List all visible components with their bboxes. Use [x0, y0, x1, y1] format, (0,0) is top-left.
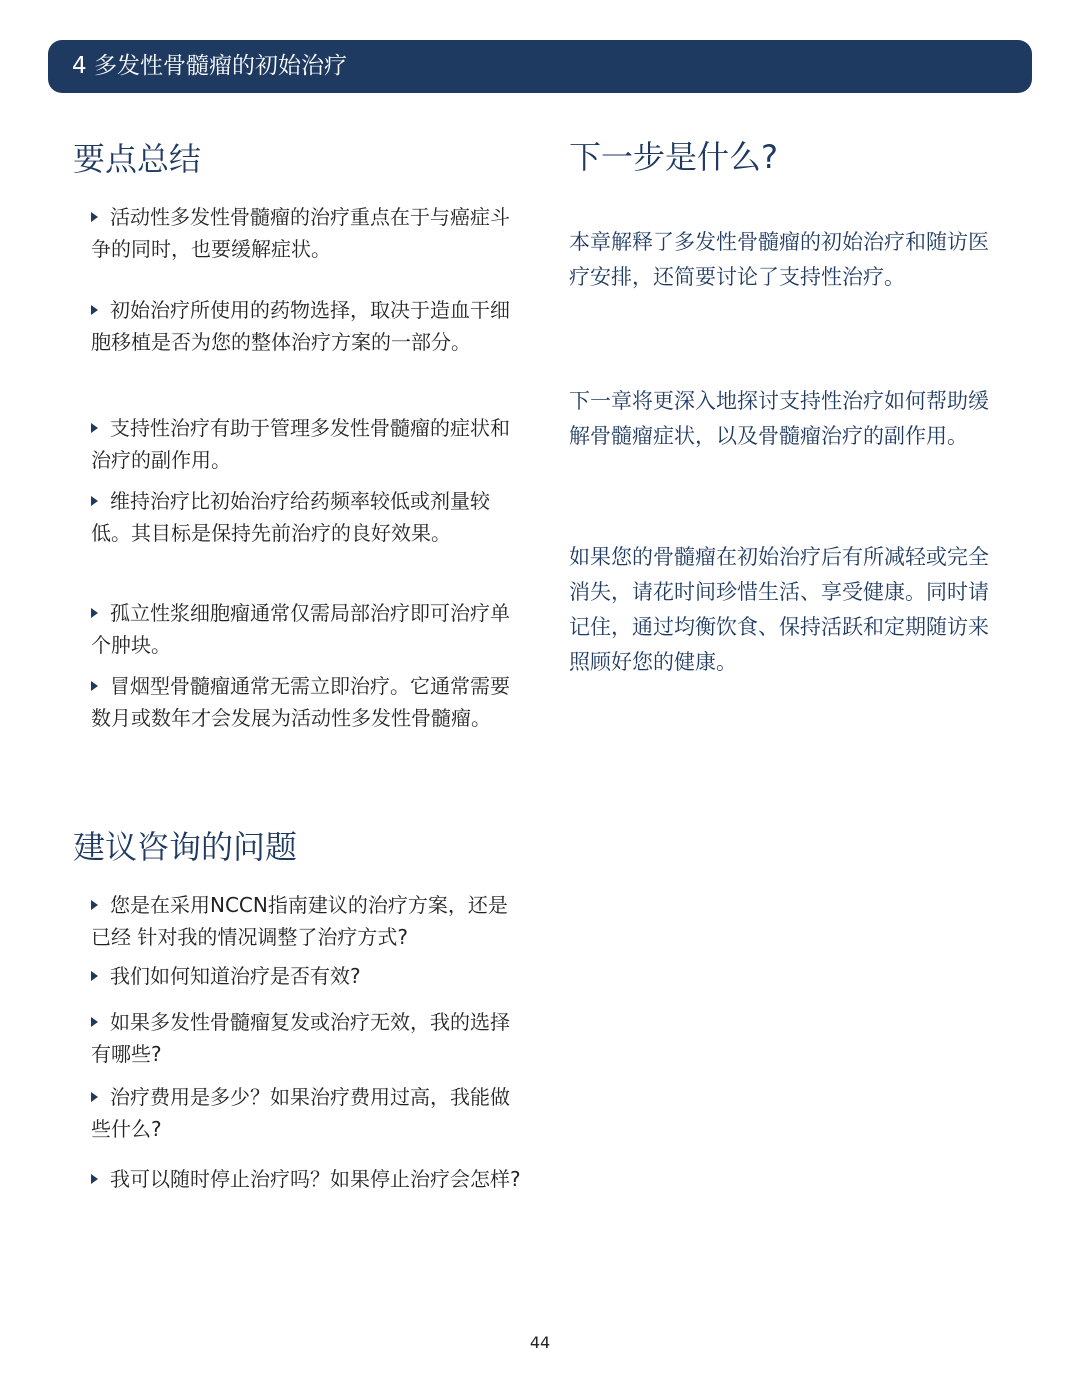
next-paragraph: 下一章将更深入地探讨支持性治疗如何帮助缓解骨髓瘤症状，以及骨髓瘤治疗的副作用。	[569, 389, 989, 448]
bullet-arrow-icon	[91, 971, 98, 981]
bullet-arrow-icon	[91, 1092, 98, 1102]
next-paragraph: 本章解释了多发性骨髓瘤的初始治疗和随访医疗安排，还简要讨论了支持性治疗。	[569, 230, 989, 289]
bullet-arrow-icon	[91, 681, 98, 691]
bullet-arrow-icon	[91, 212, 98, 222]
bullet-arrow-icon	[91, 496, 98, 506]
chapter-header-bar	[48, 40, 1032, 93]
bullet-arrow-icon	[91, 305, 98, 315]
question-item: 我们如何知道治疗是否有效?	[91, 960, 521, 992]
summary-item: 活动性多发性骨髓瘤的治疗重点在于与癌症斗争的同时，也要缓解症状。	[91, 205, 510, 261]
question-item: 治疗费用是多少？如果治疗费用过高，我能做些什么?	[91, 1085, 510, 1141]
bullet-arrow-icon	[91, 1174, 98, 1184]
bullet-arrow-icon	[91, 608, 98, 618]
question-item: 我可以随时停止治疗吗？如果停止治疗会怎样?	[91, 1163, 521, 1195]
next-heading: 下一步是什么?	[569, 138, 778, 176]
questions-heading: 建议咨询的问题	[73, 828, 298, 866]
question-item: 您是在采用NCCN指南建议的治疗方案，还是已经 针对我的情况调整了治疗方式?	[91, 893, 508, 949]
summary-item: 支持性治疗有助于管理多发性骨髓瘤的症状和治疗的副作用。	[91, 416, 510, 472]
bullet-arrow-icon	[91, 900, 98, 910]
summary-heading: 要点总结	[73, 140, 202, 178]
question-item: 如果多发性骨髓瘤复发或治疗无效，我的选择有哪些?	[91, 1010, 510, 1066]
summary-item: 维持治疗比初始治疗给药频率较低或剂量较低。其目标是保持先前治疗的良好效果。	[91, 489, 490, 545]
chapter-title: 4 多发性骨髓瘤的初始治疗	[72, 53, 347, 79]
bullet-arrow-icon	[91, 423, 98, 433]
summary-item: 初始治疗所使用的药物选择，取决于造血干细胞移植是否为您的整体治疗方案的一部分。	[91, 298, 510, 354]
bullet-arrow-icon	[91, 1017, 98, 1027]
summary-item: 冒烟型骨髓瘤通常无需立即治疗。它通常需要数月或数年才会发展为活动性多发性骨髓瘤。	[91, 674, 510, 730]
page-number: 44	[529, 1333, 551, 1352]
summary-item: 孤立性浆细胞瘤通常仅需局部治疗即可治疗单个肿块。	[91, 601, 510, 657]
next-paragraph: 如果您的骨髓瘤在初始治疗后有所减轻或完全消失，请花时间珍惜生活、享受健康。同时请记住，通过均衡饮食、保持活跃和定期随访来照顾好您的健康。	[569, 545, 989, 674]
